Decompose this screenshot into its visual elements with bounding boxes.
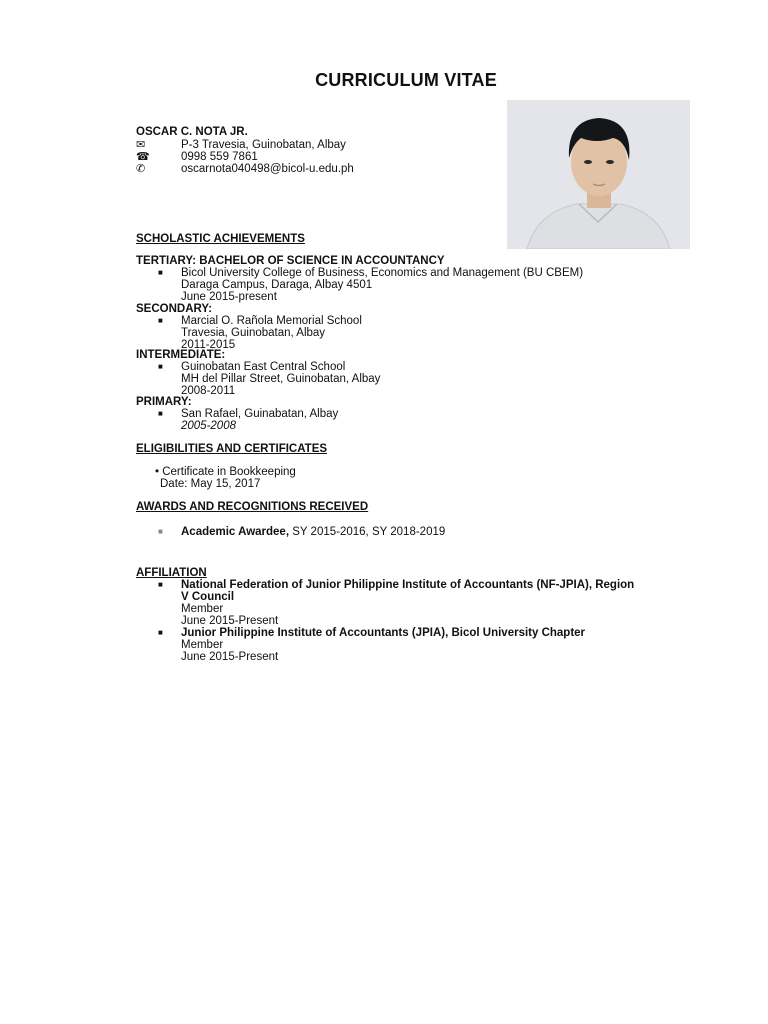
award-item: [181, 526, 445, 538]
address-text: P-3 Travesia, Guinobatan, Albay: [181, 139, 346, 151]
award-years: SY 2015-2016, SY 2018-2019: [289, 526, 446, 538]
scholastic-heading: SCHOLASTIC ACHIEVEMENTS: [136, 233, 305, 245]
intermediate-school: Guinobatan East Central School: [181, 361, 346, 373]
envelope-icon: ✉: [136, 139, 146, 151]
tertiary-address: Daraga Campus, Daraga, Albay 4501: [181, 279, 373, 291]
primary-years: 2005-2008: [181, 420, 236, 432]
secondary-address: Travesia, Guinobatan, Albay: [181, 327, 326, 339]
intermediate-label: INTERMEDIATE:: [136, 349, 226, 361]
org2-name: Junior Philippine Institute of Accountants (JPIA), Bicol University Chapter: [181, 627, 586, 639]
email-icon: ✆: [136, 163, 146, 175]
tertiary-years: June 2015-present: [181, 291, 277, 303]
primary-label: PRIMARY:: [136, 396, 192, 408]
bullet-icon: ■: [158, 527, 163, 536]
profile-photo: [507, 100, 690, 249]
org1-name-line1: National Federation of Junior Philippine Institute of Accountants (NF-JPIA), Region: [181, 579, 635, 591]
award-name: Academic Awardee,: [181, 526, 290, 538]
document-title: CURRICULUM VITAE: [315, 70, 497, 90]
intermediate-years: 2008-2011: [181, 385, 236, 397]
portrait-illustration: [507, 100, 690, 249]
secondary-label: SECONDARY:: [136, 303, 213, 315]
secondary-school: Marcial O. Rañola Memorial School: [181, 315, 362, 327]
bullet-icon: ■: [158, 316, 163, 325]
secondary-years: 2011-2015: [181, 339, 236, 351]
certificate-date: Date: May 15, 2017: [160, 478, 261, 490]
org2-years: June 2015-Present: [181, 651, 279, 663]
phone-text: 0998 559 7861: [181, 151, 258, 163]
org1-name-line2: V Council: [181, 591, 235, 603]
certificate-item: • Certificate in Bookkeeping: [155, 466, 296, 478]
affiliation-heading: AFFILIATION: [136, 567, 207, 579]
bullet-icon: ■: [158, 580, 163, 589]
tertiary-label: TERTIARY: BACHELOR OF SCIENCE IN ACCOUNTANCY: [136, 255, 445, 267]
telephone-icon: ☎: [136, 151, 150, 163]
org2-role: Member: [181, 639, 224, 651]
bullet-icon: ■: [158, 362, 163, 371]
awards-heading: AWARDS AND RECOGNITIONS RECEIVED: [136, 501, 369, 513]
primary-school: San Rafael, Guinabatan, Albay: [181, 408, 339, 420]
applicant-name: OSCAR C. NOTA JR.: [136, 126, 248, 138]
bullet-icon: ■: [158, 628, 163, 637]
bullet-icon: ■: [158, 268, 163, 277]
org1-years: June 2015-Present: [181, 615, 279, 627]
email-text: oscarnota040498@bicol-u.edu.ph: [181, 163, 354, 175]
eligibilities-heading: ELIGIBILITIES AND CERTIFICATES: [136, 443, 328, 455]
tertiary-school: Bicol University College of Business, Economics and Management (BU CBEM): [181, 267, 584, 279]
bullet-icon: ■: [158, 409, 163, 418]
intermediate-address: MH del Pillar Street, Guinobatan, Albay: [181, 373, 381, 385]
org1-role: Member: [181, 603, 224, 615]
